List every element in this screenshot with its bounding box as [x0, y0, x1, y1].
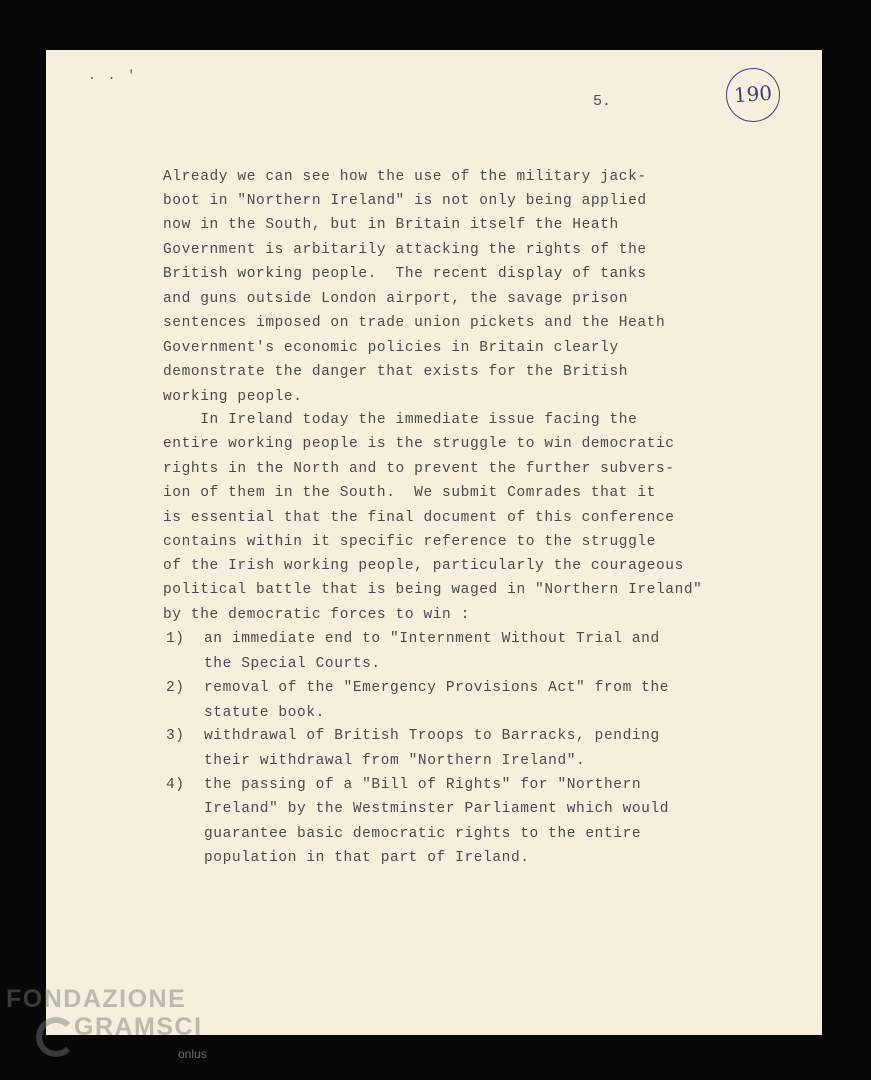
list-item-line: Ireland" by the Westminster Parliament which would — [204, 801, 670, 817]
page-number: 5. — [593, 93, 612, 110]
body-line: Already we can see how the use of the military jack- — [163, 169, 647, 185]
body-line: sentences imposed on trade union pickets and the Heath — [163, 315, 666, 331]
body-line: contains within it specific reference to the struggle — [163, 534, 656, 550]
body-line: entire working people is the struggle to win democratic — [163, 436, 675, 452]
item-number: 1) — [166, 631, 185, 647]
body-line: political battle that is being waged in "Northern Ireland" — [163, 582, 703, 598]
body-line: demonstrate the danger that exists for the British — [163, 364, 629, 380]
corner-marks: . . ' — [88, 68, 138, 83]
body-line: is essential that the final document of this conference — [163, 510, 675, 526]
gramsci-g-logo-icon — [36, 1017, 76, 1057]
item-number: 4) — [166, 777, 185, 793]
body-line: British working people. The recent display of tanks — [163, 266, 647, 282]
body-line: now in the South, but in Britain itself the Heath — [163, 217, 619, 233]
body-line: boot in "Northern Ireland" is not only being applied — [163, 193, 647, 209]
item-number: 2) — [166, 680, 185, 696]
list-item-line: removal of the "Emergency Provisions Act" from the — [204, 680, 670, 696]
body-line: ion of them in the South. We submit Comrades that it — [163, 485, 656, 501]
list-item-line: their withdrawal from "Northern Ireland". — [204, 753, 586, 769]
list-item-line: statute book. — [204, 705, 325, 721]
list-item-line: the Special Courts. — [204, 656, 381, 672]
body-line: working people. — [163, 389, 303, 405]
watermark-line2: GRAMSCI — [74, 1013, 203, 1041]
body-line: by the democratic forces to win : — [163, 607, 470, 623]
list-item-line: an immediate end to "Internment Without Trial and — [204, 631, 660, 647]
body-line: Government's economic policies in Britain clearly — [163, 340, 619, 356]
list-item-line: withdrawal of British Troops to Barracks, pending — [204, 728, 660, 744]
archive-stamp: 190 — [724, 66, 782, 124]
body-line: In Ireland today the immediate issue facing the — [163, 412, 638, 428]
list-item-line: guarantee basic democratic rights to the entire — [204, 826, 642, 842]
list-item-line: population in that part of Ireland. — [204, 850, 530, 866]
watermark-line1: FONDAZIONE — [6, 985, 187, 1013]
body-line: of the Irish working people, particularly the courageous — [163, 558, 684, 574]
watermark-line3: onlus — [178, 1047, 207, 1061]
item-number: 3) — [166, 728, 185, 744]
list-item-line: the passing of a "Bill of Rights" for "Northern — [204, 777, 642, 793]
body-line: and guns outside London airport, the savage prison — [163, 291, 629, 307]
body-line: rights in the North and to prevent the further subvers- — [163, 461, 675, 477]
body-line: Government is arbitarily attacking the rights of the — [163, 242, 647, 258]
